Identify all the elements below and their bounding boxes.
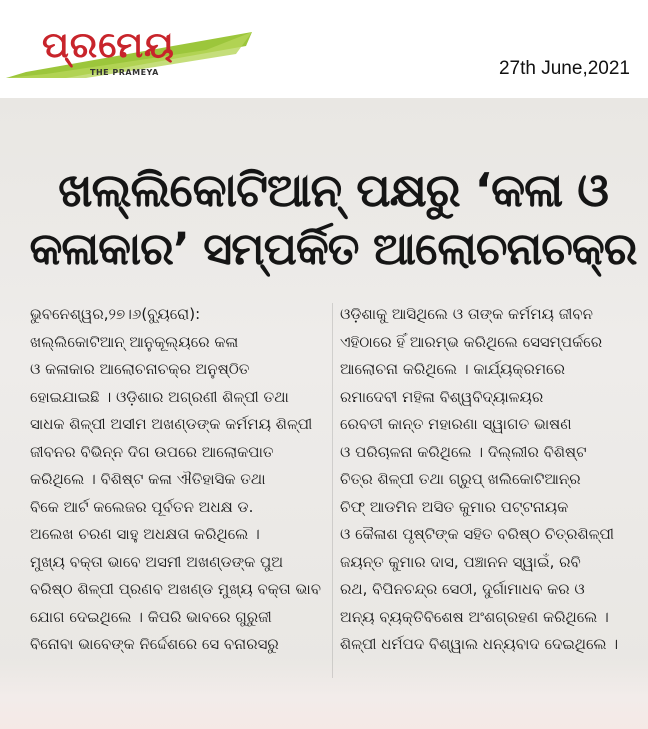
newspaper-clipping bbox=[0, 98, 648, 729]
left-column-line: ଅଲେଖ ଚରଣ ସାହୁ ଅଧକ୍ଷତା କରିଥିଲେ । bbox=[30, 525, 260, 543]
right-column-line: ଓ କୈଳାଶ ପୃଷ୍ଟିଙ୍କ ସହିତ ବରିଷ୍ଠ ଚିତ୍ରଶିଳ୍ପୀ bbox=[340, 525, 614, 543]
headline-line-1: ଖଲ୍ଲିକୋଟିଆନ୍ ପକ୍ଷରୁ ‘କଳା ଓ bbox=[58, 163, 608, 217]
right-column-line: ଚିତ୍ର ଶିଳ୍ପୀ ତଥା ଗ୍ରୁପ୍ ଖଲିକୋଟିଆନ୍‌ର bbox=[340, 470, 581, 488]
right-column-line: ଜୟନ୍ତ କୁମାର ଦାସ, ପଞ୍ଚାନନ ସ୍ୱାଇଁ, ରବି bbox=[340, 552, 581, 571]
left-column-line: ଓ କଳାକାର ଆଲୋଚନାଚକ୍ର ଅନୁଷ୍ଠିତ bbox=[30, 360, 250, 378]
left-column-line: ବିକେ ଆର୍ଟ କଲେଜର ପୂର୍ବତନ ଅଧକ୍ଷ ଡ. bbox=[30, 497, 254, 516]
left-column-line: ମୁଖ୍ୟ ବକ୍ତା ଭାବେ ଅସମୀ ଅଖଣ୍ଡଙ୍କ ପୁଅ bbox=[30, 552, 284, 571]
left-column-line: ସାଧକ ଶିଳ୍ପୀ ଅସୀମ ଅଖଣ୍ଡଙ୍କ କର୍ମମୟ ଶିଳ୍ପୀ bbox=[30, 415, 313, 433]
article-headline bbox=[28, 160, 638, 280]
headline-line-2: କଳାକାର’ ସମ୍ପର୍କିତ ଆଲୋଚନାଚକ୍ର bbox=[29, 224, 637, 275]
logo-subtitle: THE PRAMEYA bbox=[90, 68, 159, 77]
left-column-line: ବରିଷ୍ଠ ଶିଳ୍ପୀ ପ୍ରଣବ ଅଖଣ୍ଡ ମୁଖ୍ୟ ବକ୍ତା ଭାବ bbox=[30, 580, 321, 598]
logo-text: ପ୍ରମେୟ bbox=[42, 25, 175, 66]
right-column-line: ଆଲୋଚନା କରିଥିଲେ । କାର୍ଯ୍ୟକ୍ରମରେ bbox=[340, 360, 565, 378]
right-column-line: ଶିଳ୍ପୀ ଧର୍ମପଦ ବିଶ୍ୱାଲ ଧନ୍ୟବାଦ ଦେଇଥିଲେ । bbox=[340, 635, 619, 653]
left-column-line: ହୋଇଯାଇଛି । ଓଡ଼ିଶାର ଅଗ୍ରଣୀ ଶିଳ୍ପୀ ତଥା bbox=[30, 387, 289, 406]
right-column-line: ଓଡ଼ିଶାକୁ ଆସିଥିଲେ ଓ ତାଙ୍କ କର୍ମମୟ ଜୀବନ bbox=[340, 305, 593, 323]
left-column-line: ଭୁବନେଶ୍ୱର,୨୭।୬(ବ୍ୟୁରୋ): bbox=[30, 305, 201, 323]
right-column-line: ରେବତୀ କାନ୍ତ ମହାରଣା ସ୍ୱାଗତ ଭାଷଣ bbox=[340, 415, 572, 433]
right-column-line: ଏହିଠାରେ ହିଁ ଆରମ୍ଭ କରିଥିଲେ ସେସମ୍ପର୍କରେ bbox=[340, 332, 603, 351]
masthead bbox=[0, 0, 648, 98]
edition-date: 27th June,2021 bbox=[498, 58, 630, 79]
right-column-line: ଓ ପରିଚାଳନା କରିଥିଲେ । ଦିଲ୍ଲୀର ବିଶିଷ୍ଟ bbox=[340, 442, 587, 461]
article-left-column bbox=[30, 301, 330, 659]
left-column-line: ଖଲ୍ଲିକୋଟିଆନ୍ ଆନୁକୂଲ୍ୟରେ କଳା bbox=[30, 332, 239, 351]
left-column-line: କରିଥିଲେ । ବିଶିଷ୍ଟ କଳା ଐତିହାସିକ ତଥା bbox=[30, 470, 266, 488]
left-column-line: ବିନୋବା ଭାବେଙ୍କ ନିର୍ଦ୍ଦେଶରେ ସେ ବନାରସରୁ bbox=[30, 635, 279, 653]
left-column-line: ଯୋଗ ଦେଇଥିଲେ । କିପରି ଭାବରେ ଗୁରୁଜୀ bbox=[30, 607, 272, 626]
right-column-line: ଚିଫ୍ ଆଡମିନ ଅସିତ କୁମାର ପଟ୍ଟନାୟକ bbox=[340, 497, 569, 516]
article-right-column bbox=[340, 301, 640, 659]
right-column-line: ରଥ, ବିପିନଚନ୍ଦ୍ର ସେଠୀ, ଦୁର୍ଗାମାଧବ କର ଓ bbox=[340, 580, 585, 598]
column-divider bbox=[332, 303, 333, 678]
right-column-line: ଅନ୍ୟ ବ୍ୟକ୍ତିବିଶେଷ ଅଂଶଗ୍ରହଣ କରିଥିଲେ । bbox=[340, 607, 609, 626]
left-column-line: ଜୀବନର ବିଭିନ୍ନ ଦିଗ ଉପରେ ଆଲୋକପାତ bbox=[30, 442, 274, 461]
prameya-logo bbox=[6, 22, 256, 84]
right-column-line: ରମାଦେବୀ ମହିଳା ବିଶ୍ୱବିଦ୍ୟାଳୟର bbox=[340, 387, 544, 406]
clipping-bottom-tint bbox=[0, 658, 648, 729]
